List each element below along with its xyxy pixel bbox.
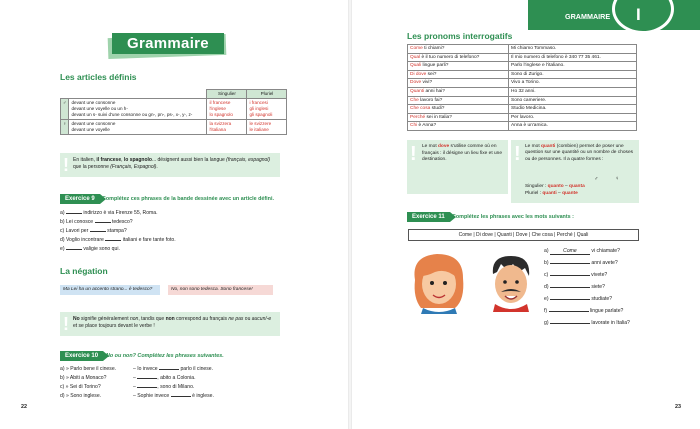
fem-cases: devant une consonne devant une voyelle xyxy=(69,120,207,135)
exercise-11-item: d) siete? xyxy=(544,284,605,290)
col-singular: Singulier xyxy=(207,90,247,99)
pronouns-heading: Les pronoms interrogatifs xyxy=(407,31,513,41)
exclamation-icon: ! xyxy=(514,143,521,165)
answer-blank[interactable] xyxy=(549,311,589,312)
masc-cases: devant une consonne devant une voyelle ou un h- devant un s- suivi d'une consonne ou gn-, pn-, ps-, x-, y-, z- xyxy=(69,99,207,120)
feminine-icon: ♀ xyxy=(615,176,620,182)
exercise-9-tag: Exercice 9 xyxy=(60,194,100,204)
exercise-11-item: b) anni avete? xyxy=(544,260,618,266)
dove-note: ! Le mot dove s'utilise comme où en français : il désigne un lieu fixe et une destination. xyxy=(407,140,508,194)
chapter-number: I xyxy=(636,5,641,24)
masc-plural: i francesi gli inglesi gli spagnoli xyxy=(247,99,287,120)
exercise-10-item: – Sophie invece è inglese. xyxy=(133,393,214,399)
answer-blank[interactable] xyxy=(550,275,590,276)
page-number-right: 23 xyxy=(675,404,681,410)
speech-bubble-question: Ma Lei ha un accento strano... è tedesco? xyxy=(60,285,160,295)
negation-heading: La négation xyxy=(60,266,108,276)
exercise-11-item: a) Come vi chiamate? xyxy=(544,248,620,254)
exercise-9-item: d) Voglio incontrare italiani e fare tante foto. xyxy=(60,237,176,243)
exercise-10-prompt: c) » Sei di Torino? xyxy=(60,384,101,390)
table-row: Come ti chiami? Mi chiamo Tommaso. xyxy=(408,45,637,54)
exercise-10-item: – , sono di Milano. xyxy=(133,384,195,390)
answer-blank[interactable] xyxy=(171,396,191,397)
fem-singular: la svizzera l'italiana xyxy=(207,120,247,135)
speech-bubble-answer: No, non sono tedesca. Sono francese! xyxy=(168,285,273,295)
pronouns-table xyxy=(407,44,637,131)
answer-blank[interactable] xyxy=(550,323,590,324)
articles-heading: Les articles définis xyxy=(60,72,137,82)
feminine-icon: ♀ xyxy=(61,120,69,135)
exercise-11-item: e) studiate? xyxy=(544,296,613,302)
page-number-left: 22 xyxy=(21,404,27,410)
answer-blank[interactable] xyxy=(66,213,82,214)
answer-blank[interactable] xyxy=(159,369,179,370)
negation-note: ! No signifie généralement non, tandis que non correspond au français ne pas ou aucun/-e et se place toujours devant le verbe ! xyxy=(60,312,280,336)
table-row: Quali lingue parli? Parlo l'inglese e l'italiano. xyxy=(408,62,637,71)
answer-blank[interactable] xyxy=(550,287,590,288)
table-row: Che cosa studi? Studio Medicina. xyxy=(408,105,637,114)
exclamation-icon: ! xyxy=(410,143,417,165)
exercise-11-item: f) lingue parlate? xyxy=(544,308,624,314)
answer-blank[interactable]: Come xyxy=(550,248,590,255)
exercise-11-item: c) vivete? xyxy=(544,272,608,278)
exercise-9-instruction: Complétez ces phrases de la bande dessinée avec un article défini. xyxy=(102,196,274,202)
exercise-10-tag: Exercice 10 xyxy=(60,351,103,361)
exercise-11-instruction: Complétez les phrases avec les mots suivants : xyxy=(452,214,574,220)
answer-blank[interactable] xyxy=(550,299,590,300)
quanti-note: ! Le mot quanti (combien) permet de poser une question sur une quantité ou un nombre de choses ou de personnes. Il a quatre formes : ♂ ♀ Singulier : quanto – quanta Pluriel : quanti – quante xyxy=(511,140,639,203)
table-row: Perché sei in Italia? Per lavoro. xyxy=(408,113,637,122)
exercise-10-prompt: d) » Sono inglese. xyxy=(60,393,102,399)
man-face-illustration xyxy=(483,252,539,312)
exercise-9-item: a) indirizzo è via Firenze 55, Roma. xyxy=(60,210,158,216)
answer-blank[interactable] xyxy=(137,378,157,379)
answer-blank[interactable] xyxy=(105,240,121,241)
articles-note: ! En italien, il francese, lo spagnolo... désignent aussi bien la langue (français, espagnol) que la personne (Français, Espagnol). xyxy=(60,153,280,177)
answer-blank[interactable] xyxy=(90,231,106,232)
table-row: Di dove sei? Sono di Zurigo. xyxy=(408,70,637,79)
fem-plural: le svizzere le italiane xyxy=(247,120,287,135)
articles-table xyxy=(60,89,287,135)
exclamation-icon: ! xyxy=(63,314,69,334)
exercise-9-item: c) Lavori per stampa? xyxy=(60,228,127,234)
answer-blank[interactable] xyxy=(550,263,590,264)
exercise-11-item: g) lavorate in Italia? xyxy=(544,320,630,326)
word-bank: Come | Di dove | Quanti | Dove | Che cosa | Perché | Quali xyxy=(408,229,639,241)
masculine-icon: ♂ xyxy=(61,99,69,120)
exercise-11-tag: Exercice 11 xyxy=(407,212,450,222)
table-row: Dove vivi? Vivo a Torino. xyxy=(408,79,637,88)
exercise-9-item: b) Lei conosce tedesco? xyxy=(60,219,133,225)
section-label: GRAMMAIRE xyxy=(565,12,611,21)
table-row: Che lavoro fai? Sono cameriere. xyxy=(408,96,637,105)
grammaire-title: Grammaire xyxy=(108,33,226,57)
exercise-10-item: – Io invece parlo il cinese. xyxy=(133,366,214,372)
exercise-10-prompt: b) » Abiti a Monaco? xyxy=(60,375,107,381)
col-plural: Pluriel xyxy=(247,90,287,99)
exercise-10-instruction: No ou non? Complétez les phrases suivantes. xyxy=(106,353,224,359)
table-row: Chi è Anna? Anna è un'amica. xyxy=(408,122,637,131)
table-row: Quanti anni hai? Ho 32 anni. xyxy=(408,87,637,96)
answer-blank[interactable] xyxy=(95,222,111,223)
table-row: Qual è il tuo numero di telefono? Il mio numero di telefono è 340 77 35 461. xyxy=(408,53,637,62)
woman-face-illustration xyxy=(407,250,469,314)
exercise-10-item: – , abito a Colonia. xyxy=(133,375,196,381)
quanti-forms: Singulier : quanto – quanta Pluriel : quanti – quante xyxy=(525,184,585,196)
left-page xyxy=(0,0,348,429)
exercise-10-prompt: a) » Parlo bene il cinese. xyxy=(60,366,117,372)
masculine-icon: ♂ xyxy=(594,176,599,182)
exercise-9-item: e) valigie sono qui. xyxy=(60,246,120,252)
answer-blank[interactable] xyxy=(66,249,82,250)
masc-singular: il francese l'inglese lo spagnolo xyxy=(207,99,247,120)
exclamation-icon: ! xyxy=(63,155,69,175)
answer-blank[interactable] xyxy=(137,387,157,388)
